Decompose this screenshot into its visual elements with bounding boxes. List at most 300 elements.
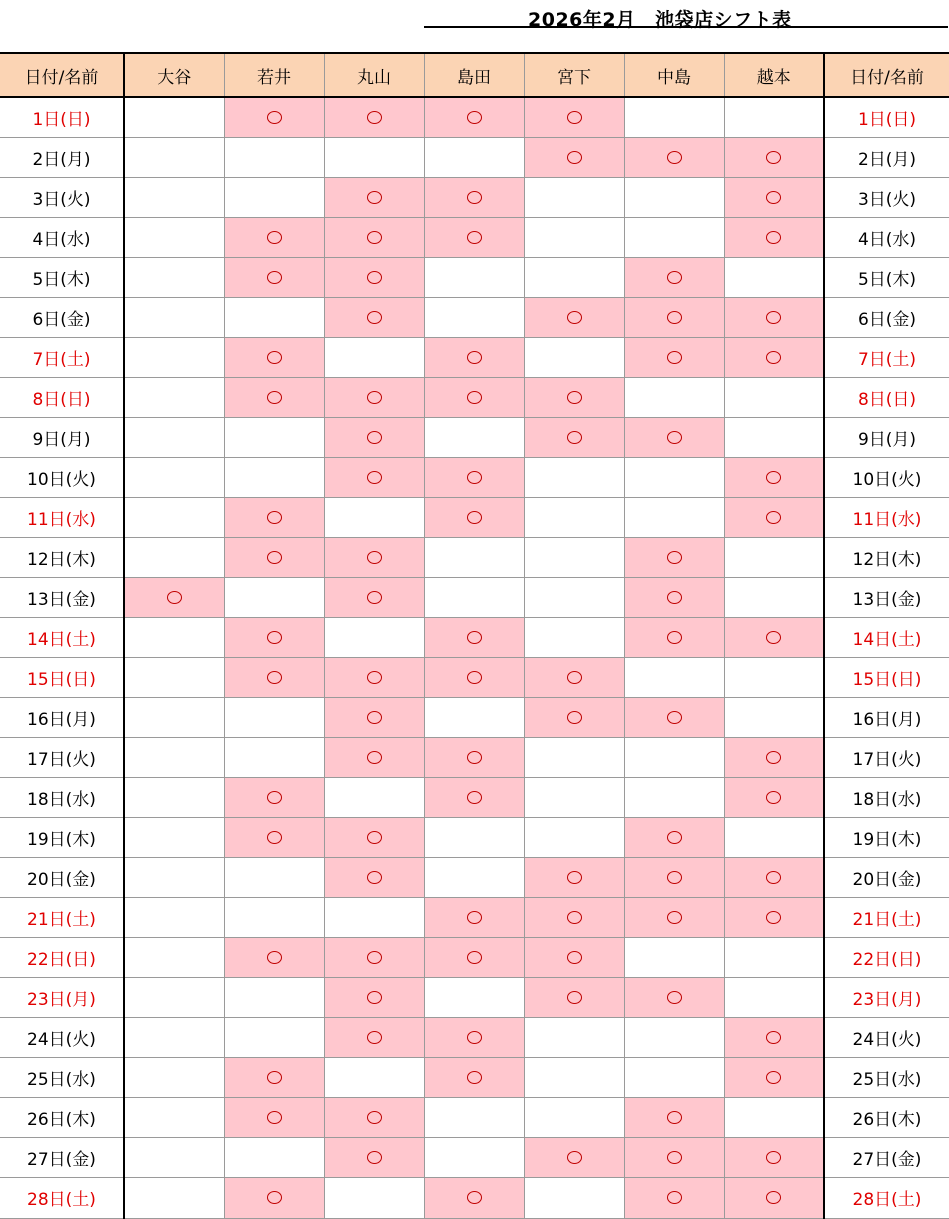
shift-mark-circle — [766, 231, 781, 244]
shift-cell[interactable] — [724, 857, 824, 897]
shift-cell[interactable] — [424, 937, 524, 977]
shift-cell[interactable] — [124, 1017, 224, 1057]
shift-cell[interactable] — [524, 897, 624, 937]
shift-mark-circle — [467, 1191, 482, 1204]
shift-cell[interactable] — [124, 137, 224, 177]
shift-cell[interactable] — [424, 1017, 524, 1057]
shift-cell[interactable] — [724, 537, 824, 577]
shift-mark-circle — [267, 551, 282, 564]
shift-mark-circle — [667, 711, 682, 724]
shift-mark-circle — [667, 151, 682, 164]
table-row — [0, 537, 949, 577]
shift-mark-circle — [667, 311, 682, 324]
date-cell-right[interactable]: 26日(木) — [824, 1097, 949, 1137]
shift-cell[interactable] — [724, 377, 824, 417]
date-cell-left[interactable]: 14日(土) — [0, 617, 124, 657]
table-row — [0, 337, 949, 377]
shift-cell[interactable] — [524, 377, 624, 417]
shift-cell[interactable] — [624, 817, 724, 857]
shift-cell[interactable] — [324, 497, 424, 537]
shift-cell[interactable] — [724, 297, 824, 337]
date-cell-left[interactable]: 16日(月) — [0, 697, 124, 737]
shift-mark-circle — [267, 1071, 282, 1084]
shift-cell[interactable] — [224, 937, 324, 977]
shift-cell[interactable] — [124, 297, 224, 337]
shift-cell[interactable] — [624, 217, 724, 257]
shift-cell[interactable] — [424, 1137, 524, 1177]
header-staff: 越本 — [724, 53, 824, 97]
shift-cell[interactable] — [124, 417, 224, 457]
shift-cell[interactable] — [624, 937, 724, 977]
shift-cell[interactable] — [624, 97, 724, 137]
shift-cell[interactable] — [424, 897, 524, 937]
shift-cell[interactable] — [124, 737, 224, 777]
shift-cell[interactable] — [324, 457, 424, 497]
shift-cell[interactable] — [724, 657, 824, 697]
shift-cell[interactable] — [324, 697, 424, 737]
shift-cell[interactable] — [724, 1137, 824, 1177]
shift-cell[interactable] — [224, 177, 324, 217]
shift-cell[interactable] — [524, 297, 624, 337]
date-cell-left[interactable]: 11日(水) — [0, 497, 124, 537]
date-cell-right[interactable]: 19日(木) — [824, 817, 949, 857]
shift-cell[interactable] — [524, 1177, 624, 1218]
shift-cell[interactable] — [324, 257, 424, 297]
shift-cell[interactable] — [724, 977, 824, 1017]
shift-cell[interactable] — [424, 1057, 524, 1097]
date-cell-left[interactable]: 25日(水) — [0, 1057, 124, 1097]
date-cell-right[interactable]: 16日(月) — [824, 697, 949, 737]
shift-cell[interactable] — [624, 777, 724, 817]
shift-cell[interactable] — [124, 97, 224, 137]
shift-cell[interactable] — [324, 97, 424, 137]
shift-cell[interactable] — [124, 537, 224, 577]
date-cell-left[interactable]: 4日(水) — [0, 217, 124, 257]
shift-cell[interactable] — [124, 337, 224, 377]
date-cell-left[interactable]: 17日(火) — [0, 737, 124, 777]
date-cell-left[interactable]: 8日(日) — [0, 377, 124, 417]
date-cell-left[interactable]: 15日(日) — [0, 657, 124, 697]
shift-mark-circle — [367, 231, 382, 244]
shift-cell[interactable] — [424, 1177, 524, 1218]
date-cell-left[interactable]: 19日(木) — [0, 817, 124, 857]
date-cell-right[interactable]: 18日(水) — [824, 777, 949, 817]
shift-mark-circle — [467, 231, 482, 244]
shift-cell[interactable] — [424, 977, 524, 1017]
shift-cell[interactable] — [524, 777, 624, 817]
shift-mark-circle — [267, 631, 282, 644]
shift-cell[interactable] — [224, 977, 324, 1017]
shift-cell[interactable] — [424, 537, 524, 577]
shift-cell[interactable] — [324, 537, 424, 577]
shift-cell[interactable] — [424, 377, 524, 417]
shift-cell[interactable] — [424, 217, 524, 257]
shift-mark-circle — [467, 351, 482, 364]
date-cell-left[interactable]: 10日(火) — [0, 457, 124, 497]
shift-cell[interactable] — [124, 1097, 224, 1137]
date-cell-left[interactable]: 26日(木) — [0, 1097, 124, 1137]
shift-cell[interactable] — [224, 537, 324, 577]
shift-cell[interactable] — [324, 1057, 424, 1097]
shift-cell[interactable] — [524, 737, 624, 777]
shift-cell[interactable] — [724, 457, 824, 497]
date-cell-right[interactable]: 11日(水) — [824, 497, 949, 537]
shift-cell[interactable] — [224, 617, 324, 657]
shift-cell[interactable] — [424, 657, 524, 697]
shift-mark-circle — [567, 311, 582, 324]
shift-cell[interactable] — [724, 417, 824, 457]
shift-cell[interactable] — [624, 897, 724, 937]
shift-cell[interactable] — [524, 1097, 624, 1137]
header-staff: 島田 — [424, 53, 524, 97]
date-cell-left[interactable]: 1日(日) — [0, 97, 124, 137]
shift-cell[interactable] — [524, 497, 624, 537]
shift-cell[interactable] — [324, 417, 424, 457]
shift-cell[interactable] — [324, 1017, 424, 1057]
shift-cell[interactable] — [424, 97, 524, 137]
shift-cell[interactable] — [624, 417, 724, 457]
shift-cell[interactable] — [124, 177, 224, 217]
shift-cell[interactable] — [624, 1097, 724, 1137]
shift-cell[interactable] — [224, 657, 324, 697]
shift-mark-circle — [367, 951, 382, 964]
shift-mark-circle — [766, 151, 781, 164]
date-cell-left[interactable]: 24日(火) — [0, 1017, 124, 1057]
date-cell-right[interactable]: 15日(日) — [824, 657, 949, 697]
date-cell-left[interactable]: 9日(月) — [0, 417, 124, 457]
date-cell-right[interactable]: 17日(火) — [824, 737, 949, 777]
shift-cell[interactable] — [224, 457, 324, 497]
shift-cell[interactable] — [424, 1097, 524, 1137]
shift-cell[interactable] — [224, 497, 324, 537]
shift-cell[interactable] — [224, 217, 324, 257]
date-cell-left[interactable]: 20日(金) — [0, 857, 124, 897]
date-cell-right[interactable]: 28日(土) — [824, 1177, 949, 1218]
shift-cell[interactable] — [624, 177, 724, 217]
shift-mark-circle — [467, 791, 482, 804]
shift-cell[interactable] — [224, 897, 324, 937]
shift-cell[interactable] — [524, 937, 624, 977]
shift-cell[interactable] — [424, 577, 524, 617]
shift-cell[interactable] — [724, 737, 824, 777]
shift-cell[interactable] — [524, 1137, 624, 1177]
shift-cell[interactable] — [124, 617, 224, 657]
shift-cell[interactable] — [324, 657, 424, 697]
shift-cell[interactable] — [424, 617, 524, 657]
date-cell-left[interactable]: 5日(木) — [0, 257, 124, 297]
shift-cell[interactable] — [624, 457, 724, 497]
shift-cell[interactable] — [324, 1137, 424, 1177]
shift-cell[interactable] — [524, 1057, 624, 1097]
shift-mark-circle — [367, 1151, 382, 1164]
shift-cell[interactable] — [624, 377, 724, 417]
shift-cell[interactable] — [524, 217, 624, 257]
date-cell-right[interactable]: 14日(土) — [824, 617, 949, 657]
shift-cell[interactable] — [124, 457, 224, 497]
table-row — [0, 617, 949, 657]
shift-cell[interactable] — [424, 177, 524, 217]
shift-mark-circle — [467, 191, 482, 204]
shift-cell[interactable] — [324, 1097, 424, 1137]
shift-cell[interactable] — [124, 937, 224, 977]
shift-cell[interactable] — [524, 617, 624, 657]
shift-cell[interactable] — [224, 737, 324, 777]
shift-cell[interactable] — [424, 737, 524, 777]
shift-cell[interactable] — [524, 97, 624, 137]
shift-cell[interactable] — [324, 977, 424, 1017]
shift-cell[interactable] — [524, 537, 624, 577]
shift-cell[interactable] — [724, 257, 824, 297]
shift-cell[interactable] — [724, 697, 824, 737]
shift-mark-circle — [367, 871, 382, 884]
shift-cell[interactable] — [224, 817, 324, 857]
shift-cell[interactable] — [224, 777, 324, 817]
shift-cell[interactable] — [624, 537, 724, 577]
shift-mark-circle — [267, 831, 282, 844]
shift-cell[interactable] — [724, 177, 824, 217]
shift-cell[interactable] — [324, 217, 424, 257]
shift-cell[interactable] — [624, 1137, 724, 1177]
shift-cell[interactable] — [624, 737, 724, 777]
shift-cell[interactable] — [724, 1097, 824, 1137]
date-cell-right[interactable]: 6日(金) — [824, 297, 949, 337]
shift-mark-circle — [766, 1191, 781, 1204]
shift-cell[interactable] — [224, 1137, 324, 1177]
shift-cell[interactable] — [724, 137, 824, 177]
shift-cell[interactable] — [224, 1177, 324, 1218]
date-cell-right[interactable]: 8日(日) — [824, 377, 949, 417]
shift-cell[interactable] — [124, 1137, 224, 1177]
shift-cell[interactable] — [124, 857, 224, 897]
shift-mark-circle — [367, 111, 382, 124]
shift-cell[interactable] — [624, 697, 724, 737]
shift-cell[interactable] — [324, 337, 424, 377]
date-cell-left[interactable]: 12日(木) — [0, 537, 124, 577]
shift-cell[interactable] — [424, 497, 524, 537]
date-cell-right[interactable]: 3日(火) — [824, 177, 949, 217]
shift-cell[interactable] — [724, 777, 824, 817]
shift-cell[interactable] — [424, 457, 524, 497]
shift-cell[interactable] — [624, 337, 724, 377]
shift-cell[interactable] — [224, 1017, 324, 1057]
shift-cell[interactable] — [724, 1017, 824, 1057]
date-cell-right[interactable]: 7日(土) — [824, 337, 949, 377]
shift-cell[interactable] — [724, 1057, 824, 1097]
shift-cell[interactable] — [124, 697, 224, 737]
shift-cell[interactable] — [524, 697, 624, 737]
shift-cell[interactable] — [724, 817, 824, 857]
shift-cell[interactable] — [624, 577, 724, 617]
shift-cell[interactable] — [724, 577, 824, 617]
shift-cell[interactable] — [724, 937, 824, 977]
shift-cell[interactable] — [724, 97, 824, 137]
shift-mark-circle — [267, 1111, 282, 1124]
shift-cell[interactable] — [124, 657, 224, 697]
date-cell-right[interactable]: 10日(火) — [824, 457, 949, 497]
date-cell-right[interactable]: 25日(水) — [824, 1057, 949, 1097]
date-cell-right[interactable]: 4日(水) — [824, 217, 949, 257]
shift-cell[interactable] — [124, 497, 224, 537]
shift-cell[interactable] — [524, 417, 624, 457]
date-cell-left[interactable]: 7日(土) — [0, 337, 124, 377]
shift-cell[interactable] — [724, 1177, 824, 1218]
shift-cell[interactable] — [124, 257, 224, 297]
shift-cell[interactable] — [324, 1177, 424, 1218]
shift-cell[interactable] — [224, 97, 324, 137]
shift-cell[interactable] — [324, 857, 424, 897]
table-row — [0, 457, 949, 497]
shift-cell[interactable] — [624, 257, 724, 297]
shift-mark-circle — [367, 671, 382, 684]
shift-cell[interactable] — [424, 137, 524, 177]
shift-cell[interactable] — [124, 217, 224, 257]
shift-cell[interactable] — [624, 857, 724, 897]
shift-cell[interactable] — [224, 417, 324, 457]
date-cell-left[interactable]: 18日(水) — [0, 777, 124, 817]
shift-cell[interactable] — [624, 1177, 724, 1218]
table-row — [0, 177, 949, 217]
shift-cell[interactable] — [324, 737, 424, 777]
header-staff: 丸山 — [324, 53, 424, 97]
shift-cell[interactable] — [724, 497, 824, 537]
shift-cell[interactable] — [424, 817, 524, 857]
shift-mark-circle — [367, 271, 382, 284]
shift-mark-circle — [467, 1071, 482, 1084]
shift-cell[interactable] — [724, 217, 824, 257]
shift-cell[interactable] — [224, 377, 324, 417]
shift-cell[interactable] — [424, 857, 524, 897]
shift-cell[interactable] — [124, 577, 224, 617]
shift-cell[interactable] — [324, 577, 424, 617]
date-cell-right[interactable]: 5日(木) — [824, 257, 949, 297]
shift-cell[interactable] — [124, 777, 224, 817]
shift-cell[interactable] — [124, 897, 224, 937]
date-cell-right[interactable]: 23日(月) — [824, 977, 949, 1017]
date-cell-left[interactable]: 21日(土) — [0, 897, 124, 937]
shift-cell[interactable] — [224, 297, 324, 337]
header-date-left: 日付/名前 — [0, 53, 124, 97]
date-cell-left[interactable]: 2日(月) — [0, 137, 124, 177]
shift-cell[interactable] — [624, 137, 724, 177]
date-cell-left[interactable]: 6日(金) — [0, 297, 124, 337]
header-staff: 宮下 — [524, 53, 624, 97]
shift-cell[interactable] — [424, 257, 524, 297]
date-cell-right[interactable]: 27日(金) — [824, 1137, 949, 1177]
shift-mark-circle — [766, 351, 781, 364]
shift-cell[interactable] — [124, 817, 224, 857]
shift-cell[interactable] — [324, 617, 424, 657]
shift-mark-circle — [667, 871, 682, 884]
shift-cell[interactable] — [224, 137, 324, 177]
shift-cell[interactable] — [524, 457, 624, 497]
shift-cell[interactable] — [524, 577, 624, 617]
date-cell-right[interactable]: 9日(月) — [824, 417, 949, 457]
date-cell-right[interactable]: 13日(金) — [824, 577, 949, 617]
date-cell-left[interactable]: 23日(月) — [0, 977, 124, 1017]
date-cell-right[interactable]: 20日(金) — [824, 857, 949, 897]
shift-cell[interactable] — [324, 817, 424, 857]
date-cell-right[interactable]: 22日(日) — [824, 937, 949, 977]
shift-cell[interactable] — [524, 857, 624, 897]
shift-cell[interactable] — [524, 257, 624, 297]
shift-cell[interactable] — [224, 697, 324, 737]
date-cell-left[interactable]: 22日(日) — [0, 937, 124, 977]
date-cell-left[interactable]: 13日(金) — [0, 577, 124, 617]
date-cell-right[interactable]: 21日(土) — [824, 897, 949, 937]
table-row — [0, 977, 949, 1017]
date-cell-right[interactable]: 2日(月) — [824, 137, 949, 177]
shift-cell[interactable] — [124, 1057, 224, 1097]
shift-cell[interactable] — [524, 137, 624, 177]
shift-cell[interactable] — [324, 297, 424, 337]
shift-mark-circle — [367, 431, 382, 444]
shift-cell[interactable] — [324, 777, 424, 817]
shift-cell[interactable] — [524, 817, 624, 857]
shift-cell[interactable] — [324, 897, 424, 937]
shift-cell[interactable] — [324, 137, 424, 177]
shift-cell[interactable] — [224, 1057, 324, 1097]
date-cell-left[interactable]: 27日(金) — [0, 1137, 124, 1177]
shift-cell[interactable] — [324, 177, 424, 217]
shift-cell[interactable] — [424, 417, 524, 457]
shift-cell[interactable] — [224, 1097, 324, 1137]
shift-mark-circle — [667, 351, 682, 364]
shift-cell[interactable] — [424, 297, 524, 337]
table-row — [0, 1137, 949, 1177]
shift-cell[interactable] — [524, 1017, 624, 1057]
shift-cell[interactable] — [224, 577, 324, 617]
shift-cell[interactable] — [424, 337, 524, 377]
shift-cell[interactable] — [624, 1057, 724, 1097]
shift-cell[interactable] — [124, 1177, 224, 1218]
shift-cell[interactable] — [624, 297, 724, 337]
shift-mark-circle — [766, 911, 781, 924]
shift-cell[interactable] — [324, 377, 424, 417]
shift-cell[interactable] — [124, 977, 224, 1017]
shift-cell[interactable] — [124, 377, 224, 417]
shift-mark-circle — [567, 991, 582, 1004]
shift-cell[interactable] — [624, 497, 724, 537]
date-cell-left[interactable]: 3日(火) — [0, 177, 124, 217]
date-cell-right[interactable]: 1日(日) — [824, 97, 949, 137]
shift-cell[interactable] — [724, 897, 824, 937]
shift-cell[interactable] — [624, 617, 724, 657]
shift-cell[interactable] — [524, 977, 624, 1017]
shift-cell[interactable] — [524, 337, 624, 377]
date-cell-left[interactable]: 28日(土) — [0, 1177, 124, 1218]
date-cell-right[interactable]: 12日(木) — [824, 537, 949, 577]
shift-mark-circle — [267, 231, 282, 244]
shift-cell[interactable] — [524, 657, 624, 697]
shift-cell[interactable] — [224, 257, 324, 297]
shift-cell[interactable] — [224, 857, 324, 897]
shift-cell[interactable] — [324, 937, 424, 977]
shift-cell[interactable] — [424, 777, 524, 817]
shift-cell[interactable] — [724, 617, 824, 657]
shift-cell[interactable] — [624, 977, 724, 1017]
shift-cell[interactable] — [724, 337, 824, 377]
shift-cell[interactable] — [224, 337, 324, 377]
header-staff: 中島 — [624, 53, 724, 97]
shift-mark-circle — [567, 951, 582, 964]
shift-cell[interactable] — [624, 1017, 724, 1057]
shift-mark-circle — [367, 191, 382, 204]
shift-mark-circle — [567, 671, 582, 684]
shift-cell[interactable] — [424, 697, 524, 737]
date-cell-right[interactable]: 24日(火) — [824, 1017, 949, 1057]
shift-cell[interactable] — [524, 177, 624, 217]
shift-cell[interactable] — [624, 657, 724, 697]
